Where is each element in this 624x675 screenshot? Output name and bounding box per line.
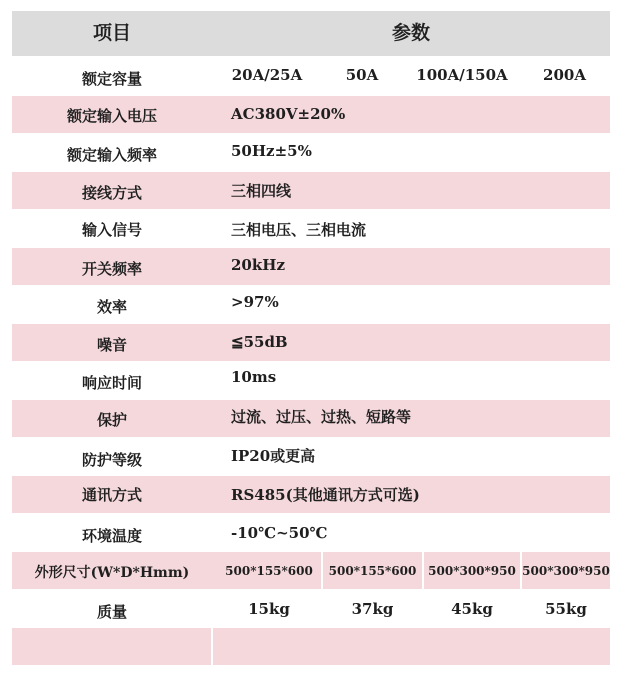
row-label: 额定输入频率 xyxy=(66,146,157,164)
row-value: IP20或更高 xyxy=(231,447,316,465)
table-row xyxy=(12,286,610,323)
row-label: 额定容量 xyxy=(81,70,142,88)
row-value: AC380V±20% xyxy=(231,105,346,123)
header-param: 参数 xyxy=(391,22,430,44)
row-value: 三相电压、三相电流 xyxy=(231,221,367,239)
row-value: 100A/150A xyxy=(416,66,508,84)
row-label: 噪音 xyxy=(96,336,127,354)
row-label: 保护 xyxy=(96,411,127,429)
row-label: 效率 xyxy=(96,298,127,316)
row-value: 500*300*950 xyxy=(522,564,610,578)
spec-table xyxy=(12,11,610,621)
row-label: 外形尺寸(W*D*Hmm) xyxy=(34,565,190,581)
table-row xyxy=(12,552,610,589)
table-row xyxy=(12,476,610,513)
table-row xyxy=(12,514,610,551)
row-value: 50A xyxy=(345,66,379,84)
row-label: 质量 xyxy=(96,603,127,621)
row-label: 额定输入电压 xyxy=(66,107,157,125)
row-value: 三相四线 xyxy=(231,182,292,200)
row-value: 37kg xyxy=(351,600,394,618)
table-row xyxy=(12,400,610,437)
row-label: 接线方式 xyxy=(81,184,142,202)
row-value: 过流、过压、过热、短路等 xyxy=(231,408,412,426)
row-value: 500*155*600 xyxy=(225,564,313,578)
row-label: 响应时间 xyxy=(81,374,142,392)
table-row xyxy=(12,210,610,247)
row-label: 通讯方式 xyxy=(81,486,142,504)
table-row xyxy=(12,248,610,285)
row-label: 输入信号 xyxy=(81,221,142,239)
row-value: 50Hz±5% xyxy=(231,142,312,160)
row-value: 200A xyxy=(543,66,586,84)
row-value: -10℃~50℃ xyxy=(231,524,328,542)
row-value: >97% xyxy=(231,293,279,311)
table-row xyxy=(12,324,610,361)
table-row xyxy=(12,96,610,133)
row-label: 开关频率 xyxy=(81,260,142,278)
cell-divider xyxy=(211,628,213,665)
table-header xyxy=(12,11,610,56)
row-value: 45kg xyxy=(451,600,493,618)
table-row xyxy=(12,590,610,627)
row-value: 500*300*950 xyxy=(428,564,516,578)
row-value: 500*155*600 xyxy=(328,564,417,578)
table-row xyxy=(12,58,610,95)
row-value: 15kg xyxy=(248,600,290,618)
row-label: 防护等级 xyxy=(81,451,142,469)
table-row xyxy=(12,172,610,209)
header-item: 项目 xyxy=(92,22,131,44)
empty-row xyxy=(12,628,610,665)
row-value: RS485(其他通讯方式可选) xyxy=(231,486,420,504)
row-value: 55kg xyxy=(545,600,587,618)
row-value: 20A/25A xyxy=(231,66,303,84)
row-value: ≦55dB xyxy=(231,333,288,351)
table-row xyxy=(12,134,610,171)
table-row xyxy=(12,438,610,475)
table-row xyxy=(12,362,610,399)
row-value: 10ms xyxy=(231,368,277,386)
row-value: 20kHz xyxy=(231,256,285,274)
row-label: 环境温度 xyxy=(81,527,142,545)
